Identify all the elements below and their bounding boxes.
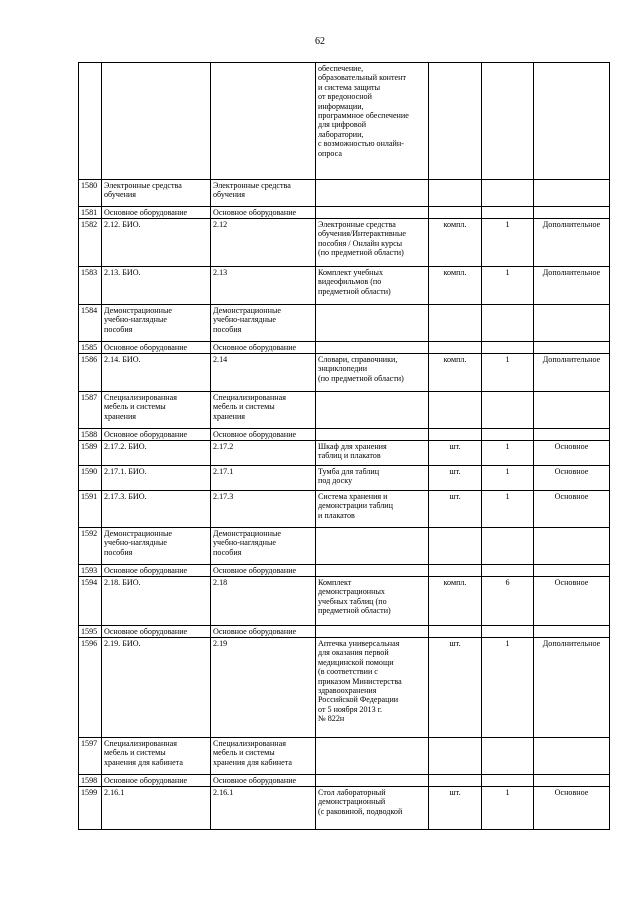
row-number-cell [79,491,102,528]
item-name: Специализированная мебель и системы хранения для кабинета [104,739,183,767]
item-code: 2.17.2 [213,442,234,451]
item-code: Специализированная мебель и системы хранения для кабинета [213,739,292,767]
item-code-cell [211,207,316,219]
equipment-type-cell [534,787,610,830]
table-row [79,342,610,354]
item-name-cell [102,207,211,219]
unit-of-measure-cell [429,577,482,626]
quantity-cell [482,207,534,219]
row-number-cell [79,528,102,565]
item-name-cell [102,63,211,180]
equipment-table [78,62,610,830]
unit-of-measure: шт. [449,492,461,501]
item-name: Основное оборудование [104,627,188,636]
item-name: 2.16.1 [104,788,125,797]
equipment-type-cell [534,267,610,305]
row-number: 1594 [81,578,98,587]
quantity-cell [482,392,534,429]
table-row [79,787,610,830]
item-name: 2.13. БИО. [104,268,141,277]
row-number: 1589 [81,442,98,451]
row-number: 1592 [81,529,98,538]
item-name-cell [102,626,211,638]
item-code: Основное оборудование [213,566,297,575]
item-code: 2.13 [213,268,228,277]
unit-of-measure: компл. [443,355,467,364]
item-code-cell [211,528,316,565]
table-row [79,305,610,342]
item-code: 2.14 [213,355,228,364]
item-name-cell [102,354,211,392]
item-code-cell [211,180,316,207]
item-code: 2.18 [213,578,228,587]
item-name-cell [102,267,211,305]
table-row [79,466,610,491]
equipment-type-cell [534,354,610,392]
quantity-cell [482,441,534,466]
item-code-cell [211,392,316,429]
row-number: 1591 [81,492,98,501]
item-code-cell [211,565,316,577]
item-code: 2.16.1 [213,788,234,797]
equipment-type: Основное [554,578,589,587]
item-name: Основное оборудование [104,208,188,217]
unit-of-measure: шт. [449,639,461,648]
quantity: 1 [505,639,510,648]
item-code-cell [211,638,316,738]
row-number-cell [79,441,102,466]
unit-of-measure-cell [429,63,482,180]
row-number: 1581 [81,208,98,217]
equipment-type-cell [534,429,610,441]
table-row [79,392,610,429]
item-name-cell [102,577,211,626]
table-row [79,565,610,577]
item-code: Основное оборудование [213,776,297,785]
unit-of-measure-cell [429,180,482,207]
unit-of-measure-cell [429,638,482,738]
row-number: 1599 [81,788,98,797]
quantity-cell [482,305,534,342]
table-row [79,577,610,626]
item-code-cell [211,738,316,775]
item-code-cell [211,219,316,267]
item-code-cell [211,491,316,528]
item-description-cell [316,207,429,219]
row-number: 1587 [81,393,98,402]
equipment-type: Основное [554,442,589,451]
item-description-cell [316,429,429,441]
table-row [79,528,610,565]
row-number: 1583 [81,268,98,277]
equipment-type: Основное [554,788,589,797]
unit-of-measure: шт. [449,788,461,797]
quantity: 1 [505,442,510,451]
item-code-cell [211,63,316,180]
item-description: Система хранения и демонстрации таблиц и плакатов [318,492,393,520]
row-number: 1582 [81,220,98,229]
equipment-type: Дополнительное [542,220,601,229]
equipment-type: Дополнительное [542,355,601,364]
item-name: Демонстрационные учебно-наглядные пособия [104,306,172,334]
row-number-cell [79,775,102,787]
table-row [79,626,610,638]
unit-of-measure-cell [429,466,482,491]
item-description: Аптечка универсальная для оказания первой медицинской помощи (в соответствии с приказом Министерства здравоохранения Российской Федерации от 5 ноября 2013 г. № 822н [318,639,402,724]
equipment-type-cell [534,219,610,267]
item-code: Основное оборудование [213,208,297,217]
table-body [79,63,610,830]
item-description: Тумба для таблиц под доску [318,467,380,486]
row-number-cell [79,466,102,491]
item-code: Демонстрационные учебно-наглядные пособия [213,306,281,334]
item-name-cell [102,441,211,466]
item-description: обеспечение, образовательный контент и система защиты от вредоносной информации, программное обеспечение для цифровой лаборатории, с возможностью онлайн- опроса [318,64,409,158]
item-code-cell [211,466,316,491]
item-code-cell [211,775,316,787]
quantity-cell [482,466,534,491]
unit-of-measure-cell [429,441,482,466]
unit-of-measure-cell [429,267,482,305]
item-description-cell [316,354,429,392]
table-row [79,267,610,305]
item-name: 2.17.1. БИО. [104,467,147,476]
table-row [79,638,610,738]
row-number: 1580 [81,181,98,190]
quantity-cell [482,354,534,392]
item-code-cell [211,267,316,305]
row-number: 1584 [81,306,98,315]
item-name-cell [102,775,211,787]
unit-of-measure-cell [429,787,482,830]
item-name: 2.17.3. БИО. [104,492,147,501]
row-number: 1598 [81,776,98,785]
unit-of-measure-cell [429,392,482,429]
equipment-type-cell [534,528,610,565]
item-name-cell [102,466,211,491]
item-description: Комплект демонстрационных учебных таблиц (по предметной области) [318,578,391,616]
row-number-cell [79,638,102,738]
unit-of-measure-cell [429,565,482,577]
item-name: Основное оборудование [104,566,188,575]
unit-of-measure-cell [429,429,482,441]
equipment-type-cell [534,342,610,354]
item-description-cell [316,219,429,267]
item-name: Основное оборудование [104,343,188,352]
item-name-cell [102,565,211,577]
equipment-type: Дополнительное [542,268,601,277]
unit-of-measure-cell [429,207,482,219]
unit-of-measure-cell [429,491,482,528]
quantity-cell [482,638,534,738]
table-row [79,775,610,787]
item-code: Основное оборудование [213,627,297,636]
quantity-cell [482,775,534,787]
unit-of-measure: компл. [443,578,467,587]
table-row [79,354,610,392]
unit-of-measure: шт. [449,442,461,451]
item-code-cell [211,441,316,466]
equipment-type-cell [534,63,610,180]
row-number: 1586 [81,355,98,364]
item-description-cell [316,577,429,626]
item-name-cell [102,305,211,342]
item-code-cell [211,429,316,441]
item-description: Комплект учебных видеофильмов (по предметной области) [318,268,391,296]
equipment-type-cell [534,738,610,775]
item-name: Специализированная мебель и системы хранения [104,393,177,421]
item-name: Основное оборудование [104,430,188,439]
item-description-cell [316,775,429,787]
equipment-type-cell [534,626,610,638]
item-description-cell [316,626,429,638]
item-code-cell [211,305,316,342]
quantity-cell [482,787,534,830]
row-number-cell [79,342,102,354]
item-code: Специализированная мебель и системы хранения [213,393,286,421]
row-number: 1585 [81,343,98,352]
equipment-type: Дополнительное [542,639,601,648]
item-code: 2.17.3 [213,492,234,501]
row-number: 1597 [81,739,98,748]
quantity-cell [482,738,534,775]
row-number-cell [79,626,102,638]
equipment-type: Основное [554,492,589,501]
item-description: Электронные средства обучения/Интерактивные пособия / Онлайн курсы (по предметной области) [318,220,407,258]
item-name-cell [102,392,211,429]
row-number-cell [79,565,102,577]
item-code: 2.19 [213,639,228,648]
item-name-cell [102,787,211,830]
item-code: Основное оборудование [213,343,297,352]
row-number: 1596 [81,639,98,648]
item-name: 2.19. БИО. [104,639,141,648]
item-code-cell [211,342,316,354]
item-description: Шкаф для хранения таблиц и плакатов [318,442,387,461]
item-code: Основное оборудование [213,430,297,439]
quantity: 1 [505,788,510,797]
quantity-cell [482,342,534,354]
unit-of-measure: компл. [443,268,467,277]
equipment-type-cell [534,466,610,491]
quantity: 1 [505,467,510,476]
quantity-cell [482,626,534,638]
quantity: 1 [505,268,510,277]
row-number-cell [79,207,102,219]
row-number-cell [79,219,102,267]
quantity: 6 [505,578,510,587]
row-number-cell [79,63,102,180]
quantity-cell [482,219,534,267]
item-code: Демонстрационные учебно-наглядные пособия [213,529,281,557]
item-name-cell [102,738,211,775]
table-row [79,491,610,528]
equipment-type-cell [534,180,610,207]
item-description: Словари, справочники, энциклопедии (по предметной области) [318,355,404,383]
quantity: 1 [505,492,510,501]
row-number-cell [79,429,102,441]
equipment-type-cell [534,565,610,577]
item-name: Демонстрационные учебно-наглядные пособия [104,529,172,557]
table-row [79,219,610,267]
item-name-cell [102,638,211,738]
item-name: Электронные средства обучения [104,181,182,200]
unit-of-measure-cell [429,305,482,342]
equipment-type-cell [534,392,610,429]
equipment-type-cell [534,638,610,738]
item-description-cell [316,565,429,577]
item-code-cell [211,626,316,638]
unit-of-measure-cell [429,342,482,354]
item-name-cell [102,429,211,441]
row-number: 1588 [81,430,98,439]
equipment-type-cell [534,441,610,466]
item-description-cell [316,528,429,565]
item-name: 2.18. БИО. [104,578,141,587]
item-description-cell [316,305,429,342]
row-number: 1590 [81,467,98,476]
row-number-cell [79,305,102,342]
quantity-cell [482,180,534,207]
quantity-cell [482,491,534,528]
equipment-type-cell [534,775,610,787]
quantity-cell [482,577,534,626]
row-number-cell [79,392,102,429]
item-name: 2.17.2. БИО. [104,442,147,451]
equipment-type-cell [534,577,610,626]
quantity: 1 [505,220,510,229]
equipment-type-cell [534,305,610,342]
quantity-cell [482,267,534,305]
item-name-cell [102,342,211,354]
item-description-cell [316,342,429,354]
item-name-cell [102,180,211,207]
unit-of-measure-cell [429,354,482,392]
equipment-type-cell [534,491,610,528]
row-number-cell [79,354,102,392]
item-code: 2.12 [213,220,228,229]
row-number-cell [79,577,102,626]
equipment-type-cell [534,207,610,219]
item-code-cell [211,354,316,392]
table-row [79,738,610,775]
table-row [79,63,610,180]
row-number-cell [79,738,102,775]
quantity-cell [482,63,534,180]
quantity-cell [482,528,534,565]
unit-of-measure-cell [429,626,482,638]
item-name-cell [102,491,211,528]
row-number: 1595 [81,627,98,636]
equipment-type: Основное [554,467,589,476]
item-description-cell [316,267,429,305]
quantity: 1 [505,355,510,364]
page-number: 62 [315,36,325,47]
quantity-cell [482,429,534,441]
item-name: 2.14. БИО. [104,355,141,364]
item-name-cell [102,219,211,267]
unit-of-measure: шт. [449,467,461,476]
table-row [79,441,610,466]
item-description-cell [316,63,429,180]
row-number-cell [79,180,102,207]
item-description-cell [316,441,429,466]
row-number-cell [79,787,102,830]
table-row [79,207,610,219]
item-name-cell [102,528,211,565]
item-description-cell [316,491,429,528]
quantity-cell [482,565,534,577]
unit-of-measure-cell [429,775,482,787]
item-name: Основное оборудование [104,776,188,785]
item-description-cell [316,738,429,775]
table-row [79,429,610,441]
item-description-cell [316,392,429,429]
item-description-cell [316,180,429,207]
table-row [79,180,610,207]
item-description-cell [316,638,429,738]
item-description-cell [316,466,429,491]
item-code: 2.17.1 [213,467,234,476]
unit-of-measure: компл. [443,220,467,229]
row-number: 1593 [81,566,98,575]
unit-of-measure-cell [429,738,482,775]
row-number-cell [79,267,102,305]
unit-of-measure-cell [429,219,482,267]
item-description: Стол лабораторный демонстрационный (с раковиной, подводкой [318,788,403,816]
item-code-cell [211,577,316,626]
item-description-cell [316,787,429,830]
unit-of-measure-cell [429,528,482,565]
item-code-cell [211,787,316,830]
item-code: Электронные средства обучения [213,181,291,200]
item-name: 2.12. БИО. [104,220,141,229]
